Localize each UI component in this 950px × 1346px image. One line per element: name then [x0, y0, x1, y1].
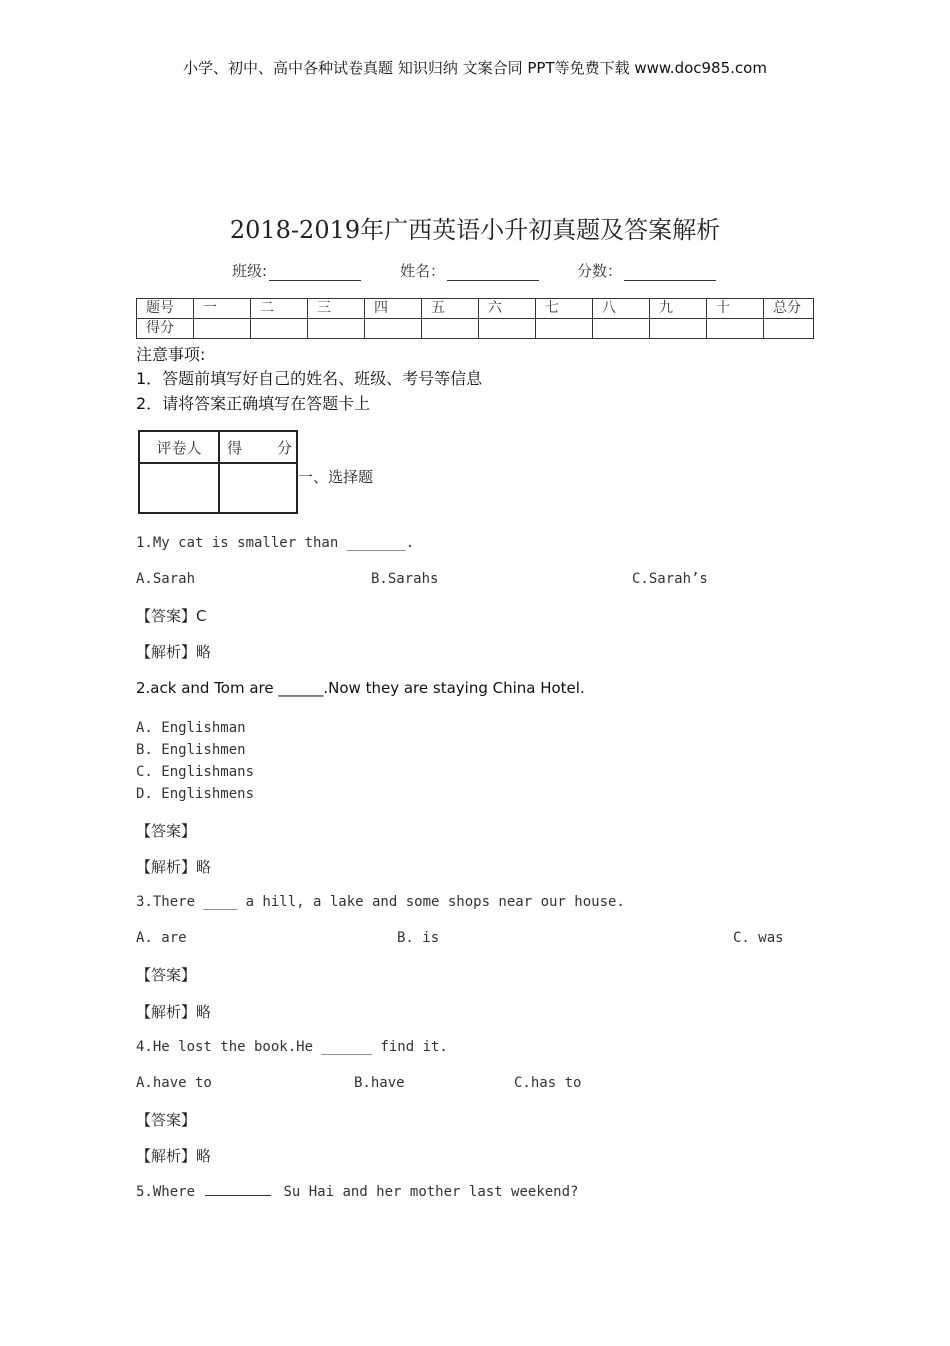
section-title: 一、选择题 [298, 468, 374, 486]
notes-item: 1．答题前填写好自己的姓名、班级、考号等信息 [136, 369, 483, 388]
score-cell-empty [536, 319, 593, 339]
option-c: C. Englishmans [136, 764, 255, 780]
option-c: C.has to [514, 1075, 582, 1091]
score-table [136, 298, 814, 339]
score-cell-empty [422, 319, 479, 339]
option-b: B.Sarahs [371, 571, 439, 587]
score-cell-empty [764, 319, 814, 339]
score-cell: 三 [308, 299, 365, 319]
option-a: A. Englishman [136, 720, 246, 736]
option-b: B. is [397, 930, 440, 946]
score-cell-empty [650, 319, 707, 339]
score-cell: 一 [194, 299, 251, 319]
question-stem [136, 1183, 578, 1200]
notes-heading: 注意事项: [136, 345, 206, 364]
question-stem: 3.There ____ a hill, a lake and some shops near our house. [136, 894, 625, 910]
score-cell: 五 [422, 299, 479, 319]
grader-score-char: 得 [227, 438, 243, 457]
answer-label: 【答案】C [136, 607, 207, 625]
question-stem: 1.My cat is smaller than _______. [136, 535, 415, 551]
analysis-label: 【解析】略 [136, 643, 212, 661]
score-table-score-row [137, 319, 814, 339]
question-stem-start: 5.Where [136, 1184, 196, 1200]
score-cell: 得分 [137, 319, 194, 339]
score-table-header-row [137, 299, 814, 319]
score-cell-empty [707, 319, 764, 339]
analysis-label: 【解析】略 [136, 1147, 212, 1165]
score-cell-empty [251, 319, 308, 339]
analysis-label: 【解析】略 [136, 858, 212, 876]
score-cell: 六 [479, 299, 536, 319]
answer-label: 【答案】 [136, 822, 197, 840]
name-field [400, 260, 539, 281]
grader-score-char: 分 [276, 438, 292, 457]
score-cell: 八 [593, 299, 650, 319]
score-cell: 总分 [764, 299, 814, 319]
name-label: 姓名： [400, 262, 446, 280]
score-cell-empty [308, 319, 365, 339]
class-blank [269, 266, 361, 281]
option-d: D. Englishmens [136, 786, 255, 802]
grader-score-label [219, 431, 297, 463]
score-cell: 四 [365, 299, 422, 319]
option-c: C. was [733, 930, 784, 946]
option-a: A.have to [136, 1075, 212, 1091]
score-blank [624, 266, 716, 281]
grader-score-blank [219, 463, 297, 513]
score-cell: 十 [707, 299, 764, 319]
score-cell-empty [593, 319, 650, 339]
analysis-label: 【解析】略 [136, 1003, 212, 1021]
score-cell-empty [479, 319, 536, 339]
option-b: B.have [354, 1075, 405, 1091]
score-label: 分数： [577, 262, 623, 280]
page-title: 2018-2019年广西英语小升初真题及答案解析 [229, 216, 721, 244]
class-field [232, 260, 361, 281]
class-label: 班级: [232, 262, 268, 280]
score-cell: 二 [251, 299, 308, 319]
option-b: B. Englishmen [136, 742, 246, 758]
option-a: A.Sarah [136, 571, 196, 587]
site-header: 小学、初中、高中各种试卷真题 知识归纳 文案合同 PPT等免费下载 www.doc985.com [183, 59, 767, 77]
score-cell: 九 [650, 299, 707, 319]
answer-label: 【答案】 [136, 1111, 197, 1129]
grader-box [138, 430, 298, 514]
question-stem: 4.He lost the book.He ______ find it. [136, 1039, 448, 1055]
reviewer-blank [139, 463, 219, 513]
score-cell-empty [365, 319, 422, 339]
question-stem: 2.ack and Tom are ______.Now they are staying China Hotel. [136, 679, 585, 697]
score-cell: 七 [536, 299, 593, 319]
score-cell: 题号 [137, 299, 194, 319]
score-field [577, 260, 716, 281]
option-a: A. are [136, 930, 187, 946]
answer-blank [205, 1183, 271, 1196]
question-stem-end: Su Hai and her mother last weekend? [283, 1184, 579, 1200]
score-cell-empty [194, 319, 251, 339]
answer-label: 【答案】 [136, 966, 197, 984]
notes-item: 2．请将答案正确填写在答题卡上 [136, 394, 371, 413]
option-c: C.Sarah’s [632, 571, 708, 587]
name-blank [447, 266, 539, 281]
reviewer-label: 评卷人 [139, 431, 219, 463]
